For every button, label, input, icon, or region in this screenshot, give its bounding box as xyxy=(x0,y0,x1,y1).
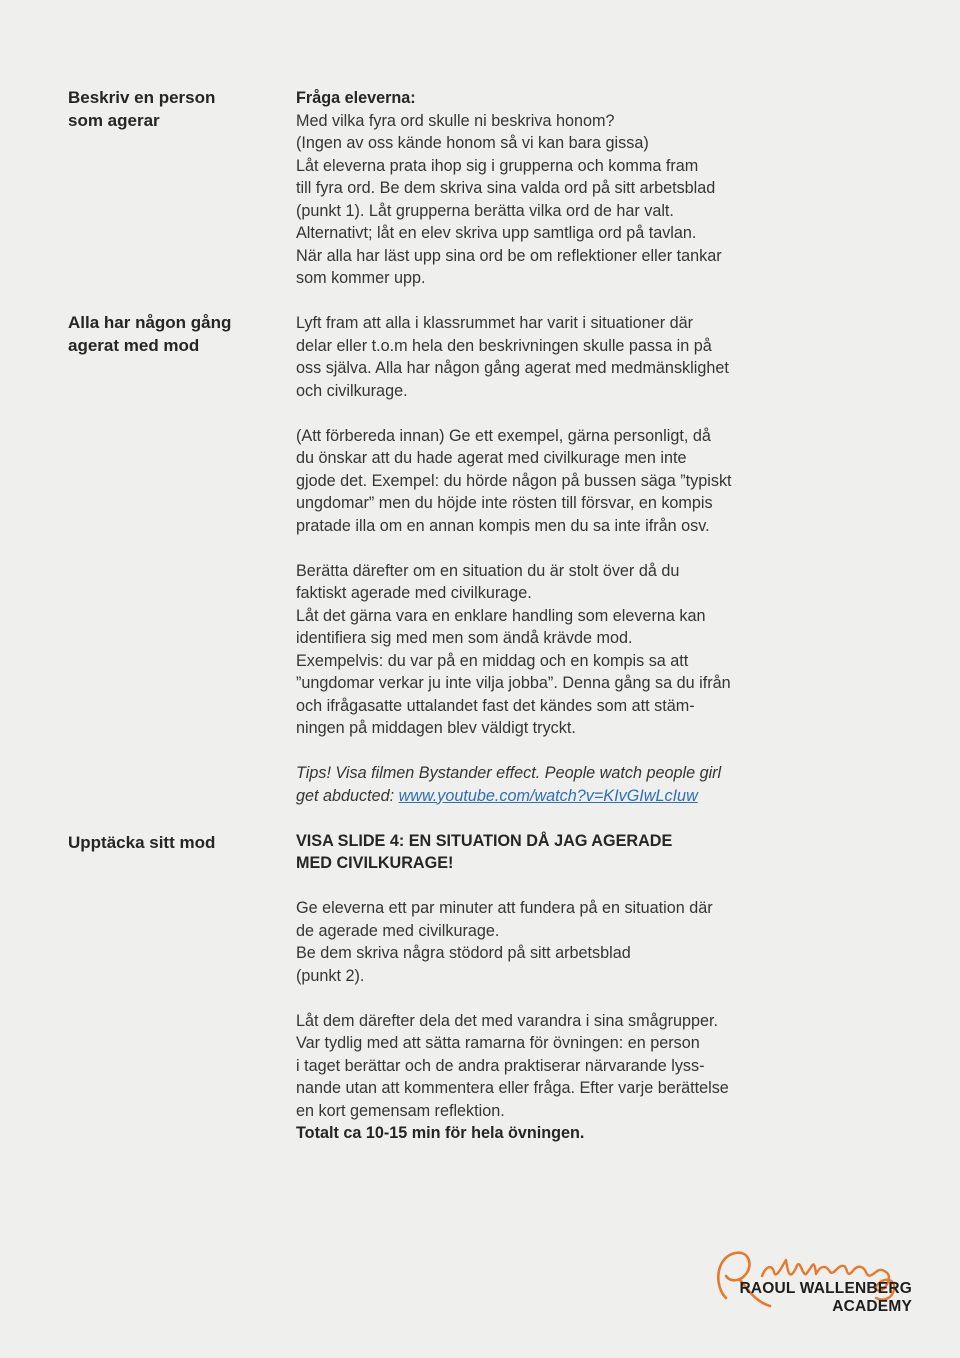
text-line: Låt dem därefter dela det med varandra i sina smågrupper. xyxy=(296,1011,719,1030)
raoul-wallenberg-academy-logo xyxy=(696,1246,912,1320)
section-label-line: som agerar xyxy=(68,110,160,130)
section-label-line: Alla har någon gång xyxy=(68,313,232,332)
slide-heading xyxy=(296,830,796,875)
paragraph-tips xyxy=(296,762,796,807)
text-line: som kommer upp. xyxy=(296,269,426,287)
text-line: Lyft fram att alla i klassrummet har varit i situationer där xyxy=(296,314,694,332)
paragraph-lead: Fråga eleverna: xyxy=(296,89,416,107)
text-line: Låt eleverna prata ihop sig i grupperna och komma fram xyxy=(296,156,699,175)
tips-text: get abducted: xyxy=(296,786,395,805)
text-line: (punkt 1). Låt grupperna berätta vilka ord de har valt. xyxy=(296,201,674,220)
text-line: När alla har läst upp sina ord be om reflektioner eller tankar xyxy=(296,246,722,265)
total-time: Totalt ca 10-15 min för hela övningen. xyxy=(296,1124,585,1142)
text-line: faktiskt agerade med civilkurage. xyxy=(296,584,532,602)
section-label-line: Upptäcka sitt mod xyxy=(68,833,216,852)
text-line: i taget berättar och de andra praktiserar närvarande lyss- xyxy=(296,1056,705,1075)
text-line: Med vilka fyra ord skulle ni beskriva honom? xyxy=(296,111,615,130)
text-line: (Ingen av oss kände honom så vi kan bara gissa) xyxy=(296,134,649,152)
youtube-link[interactable]: www.youtube.com/watch?v=KIvGIwLcIuw xyxy=(398,786,698,805)
logo-line: ACADEMY xyxy=(832,1298,912,1315)
text-line: (punkt 2). xyxy=(296,966,365,985)
text-line xyxy=(296,785,796,808)
paragraph-ask-students xyxy=(296,87,796,290)
text-line: Ge eleverna ett par minuter att fundera på en situation där xyxy=(296,899,713,917)
paragraph-share xyxy=(296,1010,796,1145)
text-line: de agerade med civilkurage. xyxy=(296,921,500,940)
text-line: pratade illa om en annan kompis men du sa inte ifrån osv. xyxy=(296,516,710,535)
text-line: Tips! Visa filmen Bystander effect. People watch people girl xyxy=(296,764,722,782)
text-line: identifiera sig med men som ändå krävde mod. xyxy=(296,629,633,647)
text-line: Låt det gärna vara en enklare handling som eleverna kan xyxy=(296,606,706,625)
text-line: delar eller t.o.m hela den beskrivningen skulle passa in på xyxy=(296,336,712,355)
section-label-everyone-acted xyxy=(68,312,268,357)
section-label-describe-person xyxy=(68,87,268,132)
heading-line: MED CIVILKURAGE! xyxy=(296,854,454,872)
section-label-line: agerat med mod xyxy=(68,335,200,355)
text-line: Var tydlig med att sätta ramarna för övningen: en person xyxy=(296,1034,700,1052)
text-line: ungdomar” men du höjde inte rösten till försvar, en kompis xyxy=(296,494,713,512)
text-line: (Att förbereda innan) Ge ett exempel, gärna personligt, då xyxy=(296,426,711,445)
text-line: ”ungdomar verkar ju inte vilja jobba”. Denna gång sa du ifrån xyxy=(296,674,731,692)
section-label-discover-courage xyxy=(68,832,268,855)
text-line: du önskar att du hade agerat med civilkurage men inte xyxy=(296,449,687,467)
text-line: till fyra ord. Be dem skriva sina valda ord på sitt arbetsblad xyxy=(296,179,716,197)
text-line: oss själva. Alla har någon gång agerat med medmänsklighet xyxy=(296,359,729,377)
heading-line: VISA SLIDE 4: EN SITUATION DÅ JAG AGERADE xyxy=(296,831,673,850)
paragraph-highlight xyxy=(296,312,796,402)
text-line: Exempelvis: du var på en middag och en kompis sa att xyxy=(296,651,689,670)
text-line: och ifrågasatte uttalandet fast det kändes som att stäm- xyxy=(296,696,695,715)
text-line: Alternativt; låt en elev skriva upp samtliga ord på tavlan. xyxy=(296,224,697,242)
text-line: en kort gemensam reflektion. xyxy=(296,1101,505,1120)
logo-line: RAOUL WALLENBERG xyxy=(739,1280,912,1297)
text-line: gjode det. Exempel: du hörde någon på bussen säga ”typiskt xyxy=(296,471,732,490)
text-line: nande utan att kommentera eller fråga. Efter varje berättelse xyxy=(296,1079,729,1097)
paragraph-reflect xyxy=(296,897,796,987)
section-label-line: Beskriv en person xyxy=(68,88,216,107)
paragraph-example xyxy=(296,425,796,538)
paragraph-proud-situation xyxy=(296,560,796,740)
main-content xyxy=(296,87,796,1167)
text-line: ningen på middagen blev väldigt tryckt. xyxy=(296,719,576,737)
text-line: Berätta därefter om en situation du är stolt över då du xyxy=(296,561,680,580)
text-line: Be dem skriva några stödord på sitt arbetsblad xyxy=(296,944,631,962)
text-line: och civilkurage. xyxy=(296,381,408,400)
